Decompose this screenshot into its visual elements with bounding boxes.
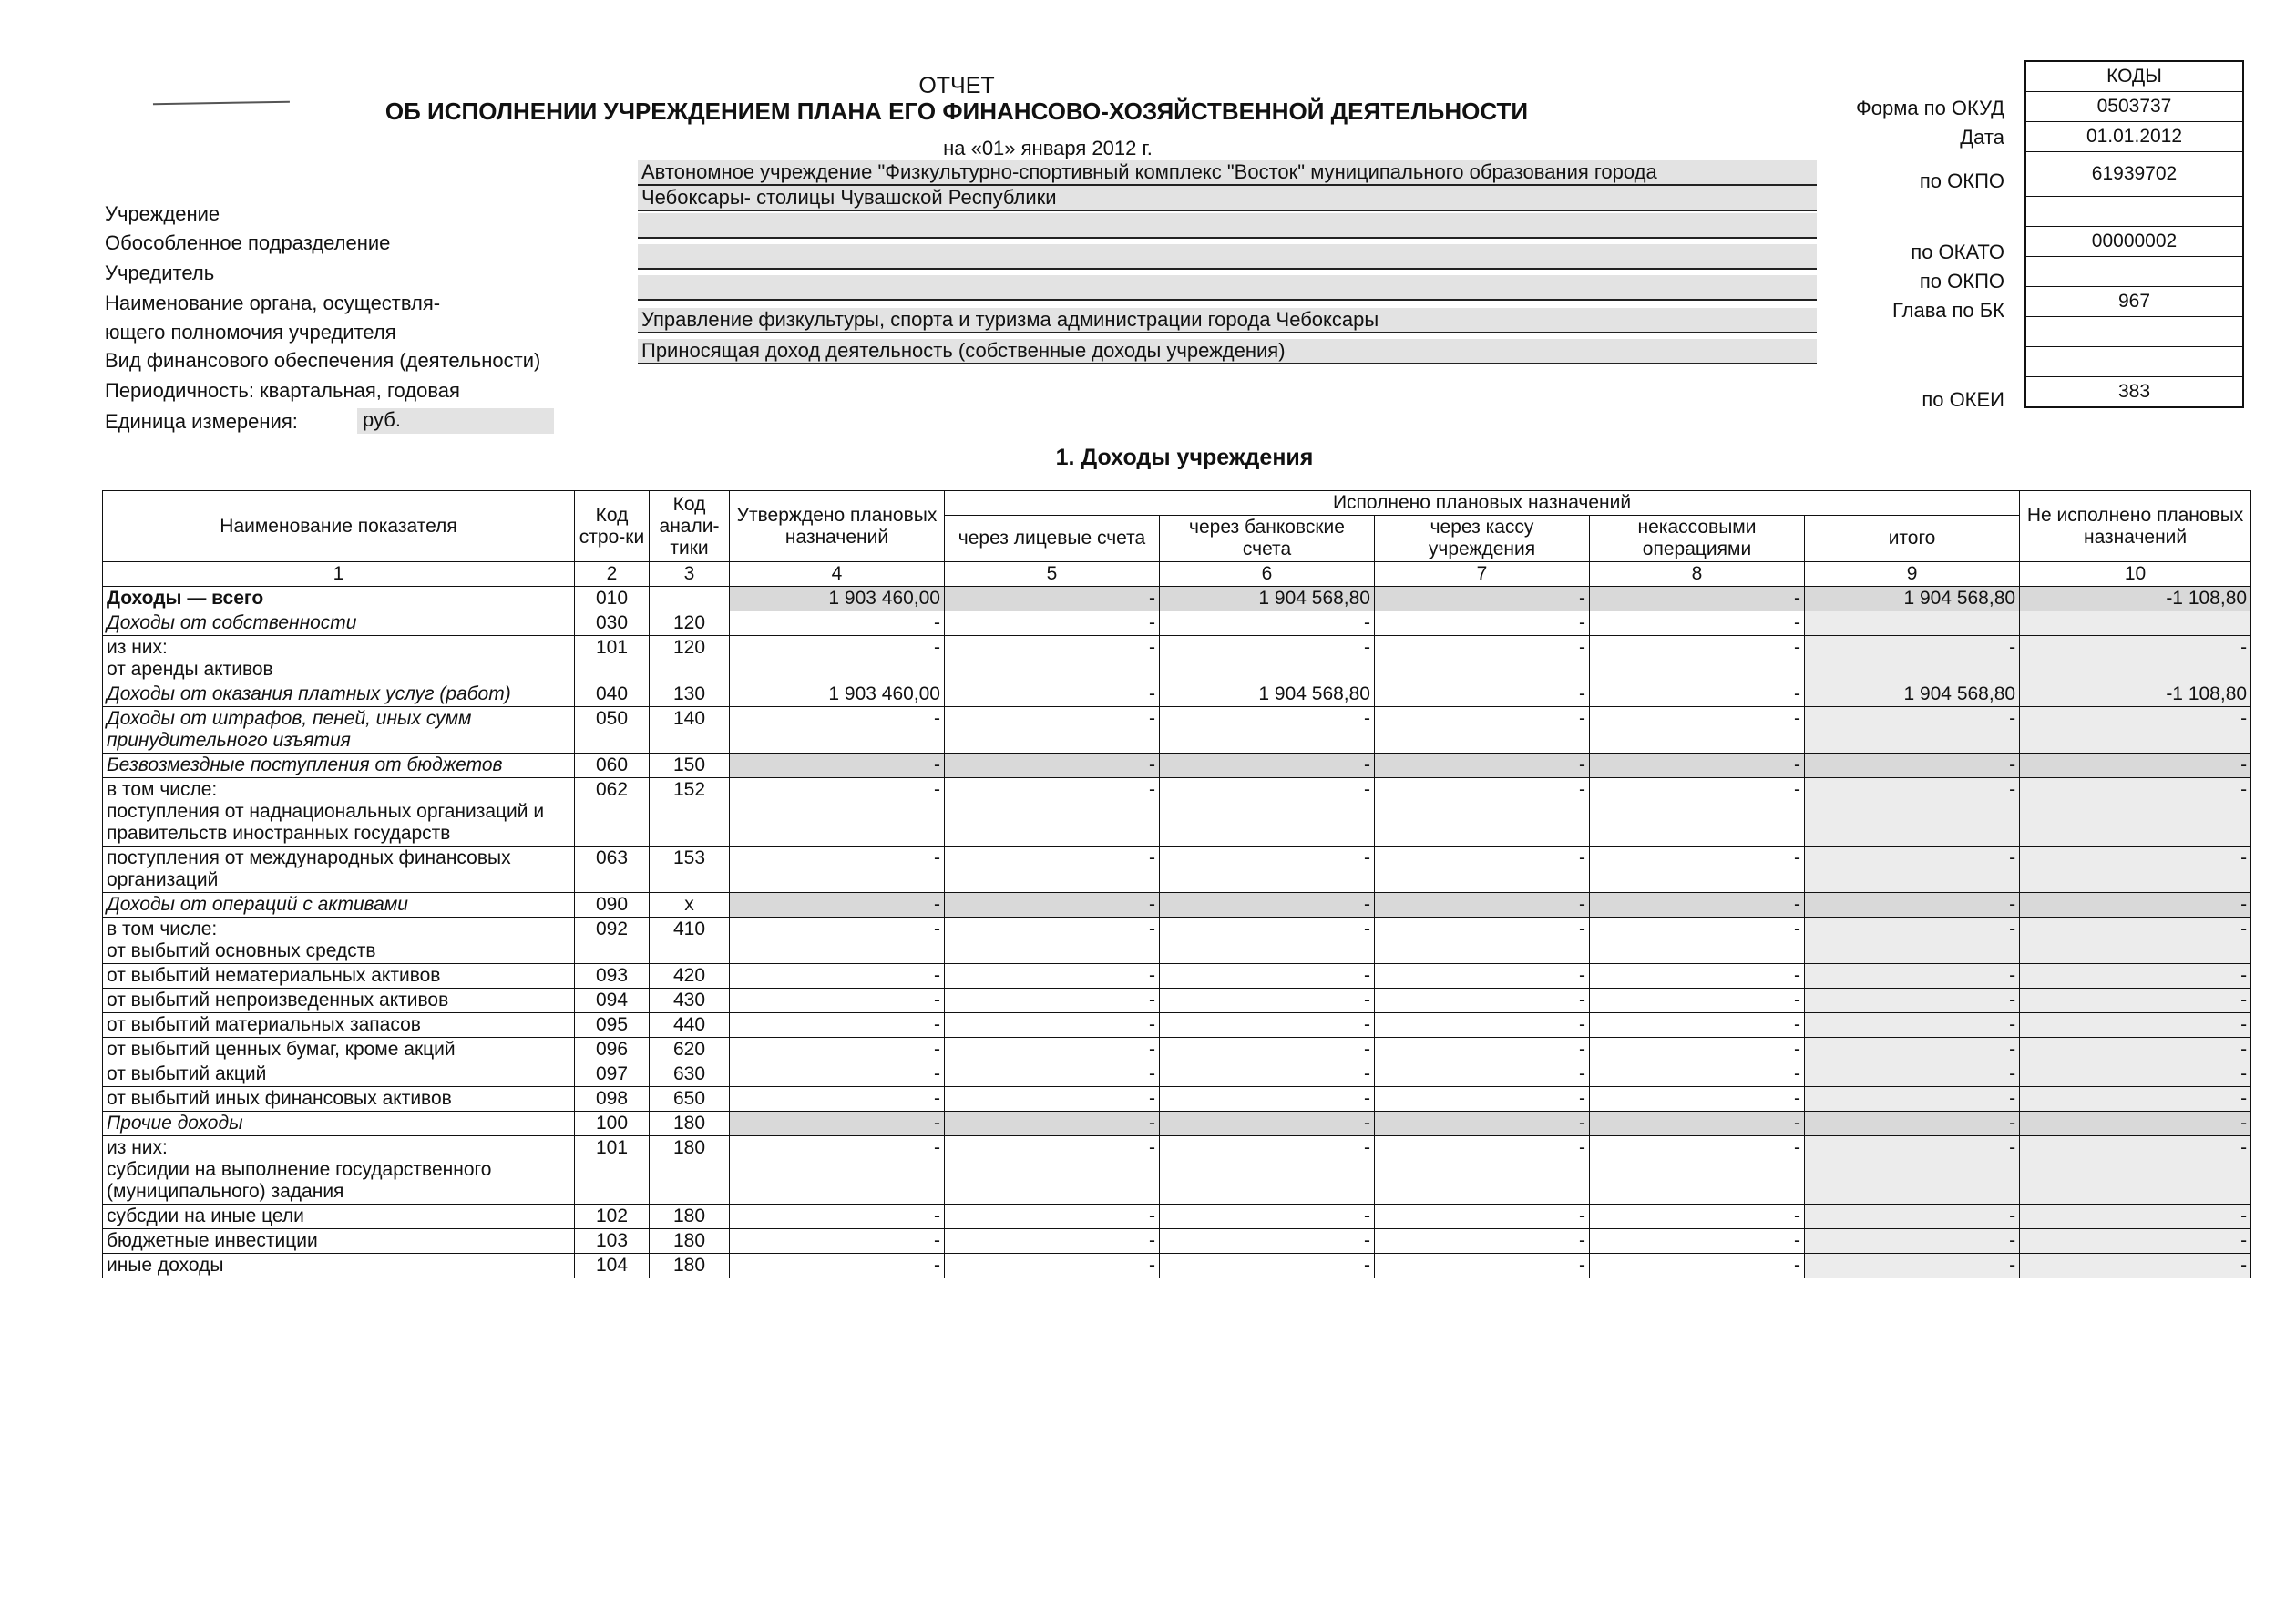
- cell-col-6: -: [1160, 707, 1375, 754]
- table-row: [103, 1136, 2251, 1205]
- cell-col-4: -: [730, 778, 945, 847]
- row-code: 100: [575, 1112, 650, 1136]
- code-blank-3: [2026, 347, 2242, 377]
- row-name: от выбытий ценных бумаг, кроме акций: [103, 1038, 575, 1062]
- column-number: 4: [730, 562, 945, 587]
- table-row: [103, 1254, 2251, 1278]
- row-name: поступления от международных финансовых организаций: [103, 847, 575, 893]
- cell-col-7: -: [1375, 754, 1590, 778]
- column-number: 1: [103, 562, 575, 587]
- cell-col-6: -: [1160, 989, 1375, 1013]
- row-code: 040: [575, 682, 650, 707]
- cell-col-8: -: [1590, 611, 1805, 636]
- column-number: 6: [1160, 562, 1375, 587]
- income-table: [102, 490, 2251, 1278]
- row-analytics: 180: [650, 1136, 730, 1205]
- table-row: [103, 587, 2251, 611]
- cell-col-4: -: [730, 636, 945, 682]
- cell-col-6: -: [1160, 636, 1375, 682]
- cell-col-7: -: [1375, 1229, 1590, 1254]
- cell-col-7: -: [1375, 1013, 1590, 1038]
- cell-col-9: -: [1805, 1229, 2020, 1254]
- row-analytics: 180: [650, 1205, 730, 1229]
- cell-col-6: -: [1160, 964, 1375, 989]
- cell-col-7: -: [1375, 636, 1590, 682]
- cell-col-6: -: [1160, 1136, 1375, 1205]
- table-row: [103, 1038, 2251, 1062]
- cell-col-9: 1 904 568,80: [1805, 587, 2020, 611]
- cell-col-5: -: [945, 682, 1160, 707]
- code-label-okato: по ОКАТО: [1911, 241, 2004, 263]
- cell-col-7: -: [1375, 1205, 1590, 1229]
- cell-col-7: -: [1375, 707, 1590, 754]
- row-analytics: 120: [650, 611, 730, 636]
- code-okud: 0503737: [2026, 92, 2242, 122]
- column-number-row: [103, 562, 2251, 587]
- cell-col-6: -: [1160, 1038, 1375, 1062]
- row-code: 030: [575, 611, 650, 636]
- table-row: [103, 611, 2251, 636]
- cell-col-10: -1 108,80: [2020, 587, 2251, 611]
- row-analytics: 180: [650, 1112, 730, 1136]
- column-number: 9: [1805, 562, 2020, 587]
- row-code: 101: [575, 636, 650, 682]
- cell-col-8: -: [1590, 918, 1805, 964]
- row-analytics: 630: [650, 1062, 730, 1087]
- label-subdivision: Обособленное подразделение: [105, 231, 391, 254]
- report-title: ОТЧЕТ: [918, 73, 995, 98]
- row-name: от выбытий нематериальных активов: [103, 964, 575, 989]
- cell-col-4: 1 903 460,00: [730, 587, 945, 611]
- cell-col-7: -: [1375, 587, 1590, 611]
- cell-col-10: -: [2020, 754, 2251, 778]
- cell-col-10: -: [2020, 1254, 2251, 1278]
- label-authority-1: Наименование органа, осуществля-: [105, 292, 441, 314]
- label-periodicity: Периодичность: квартальная, годовая: [105, 379, 460, 402]
- cell-col-9: -: [1805, 1038, 2020, 1062]
- cell-col-9: -: [1805, 754, 2020, 778]
- cell-col-9: -: [1805, 918, 2020, 964]
- code-bk: 967: [2026, 287, 2242, 317]
- table-row: [103, 636, 2251, 682]
- cell-col-6: -: [1160, 1205, 1375, 1229]
- cell-col-10: -: [2020, 989, 2251, 1013]
- code-blank-2: [2026, 317, 2242, 347]
- row-name: Прочие доходы: [103, 1112, 575, 1136]
- cell-col-10: -: [2020, 893, 2251, 918]
- table-row: [103, 707, 2251, 754]
- row-name: Доходы от собственности: [103, 611, 575, 636]
- field-institution-2: Чебоксары- столицы Чувашской Республики: [638, 186, 1817, 211]
- label-financing: Вид финансового обеспечения (деятельности): [105, 349, 541, 372]
- row-name: от выбытий материальных запасов: [103, 1013, 575, 1038]
- row-name: Доходы от оказания платных услуг (работ): [103, 682, 575, 707]
- cell-col-6: -: [1160, 1254, 1375, 1278]
- cell-col-5: -: [945, 1254, 1160, 1278]
- row-name: от выбытий иных финансовых активов: [103, 1087, 575, 1112]
- cell-col-5: -: [945, 1229, 1160, 1254]
- row-analytics: [650, 587, 730, 611]
- cell-col-5: -: [945, 754, 1160, 778]
- cell-col-4: -: [730, 1062, 945, 1087]
- row-analytics: 410: [650, 918, 730, 964]
- row-analytics: 620: [650, 1038, 730, 1062]
- row-name: Доходы от штрафов, пеней, иных сумм принудительного изъятия: [103, 707, 575, 754]
- cell-col-6: -: [1160, 893, 1375, 918]
- cell-col-10: -: [2020, 1205, 2251, 1229]
- row-code: 104: [575, 1254, 650, 1278]
- code-label-okpo-2: по ОКПО: [1919, 270, 2004, 292]
- cell-col-8: -: [1590, 1136, 1805, 1205]
- cell-col-4: -: [730, 1013, 945, 1038]
- row-name: Доходы — всего: [103, 587, 575, 611]
- table-row: [103, 893, 2251, 918]
- th-total: итого: [1805, 516, 2020, 562]
- th-approved: Утверждено плановых назначений: [730, 491, 945, 562]
- th-executed: Исполнено плановых назначений: [945, 491, 2020, 516]
- column-number: 7: [1375, 562, 1590, 587]
- row-name: Безвозмездные поступления от бюджетов: [103, 754, 575, 778]
- cell-col-5: -: [945, 1205, 1160, 1229]
- row-analytics: 130: [650, 682, 730, 707]
- field-authority: Управление физкультуры, спорта и туризма администрации города Чебоксары: [638, 308, 1817, 333]
- cell-col-9: -: [1805, 778, 2020, 847]
- cell-col-7: -: [1375, 1136, 1590, 1205]
- cell-col-10: -: [2020, 778, 2251, 847]
- cell-col-10: -: [2020, 847, 2251, 893]
- table-row: [103, 754, 2251, 778]
- cell-col-7: -: [1375, 989, 1590, 1013]
- cell-col-9: 1 904 568,80: [1805, 682, 2020, 707]
- cell-col-9: -: [1805, 989, 2020, 1013]
- cell-col-8: -: [1590, 1229, 1805, 1254]
- row-code: 094: [575, 989, 650, 1013]
- cell-col-8: -: [1590, 964, 1805, 989]
- cell-col-8: -: [1590, 1205, 1805, 1229]
- cell-col-10: -: [2020, 707, 2251, 754]
- code-label-date: Дата: [1960, 126, 2004, 149]
- cell-col-8: -: [1590, 1038, 1805, 1062]
- cell-col-5: -: [945, 1062, 1160, 1087]
- cell-col-4: -: [730, 1136, 945, 1205]
- label-authority-2: ющего полномочия учредителя: [105, 321, 396, 344]
- code-label-okud: Форма по ОКУД: [1856, 97, 2004, 119]
- column-number: 10: [2020, 562, 2251, 587]
- cell-col-8: -: [1590, 1112, 1805, 1136]
- cell-col-10: [2020, 611, 2251, 636]
- unit-value: руб.: [357, 408, 554, 434]
- row-code: 063: [575, 847, 650, 893]
- cell-col-4: -: [730, 1038, 945, 1062]
- field-institution-1: Автономное учреждение "Физкультурно-спортивный комплекс "Восток" муниципального образования города: [638, 160, 1817, 186]
- cell-col-6: -: [1160, 847, 1375, 893]
- row-name: из них: субсидии на выполнение государственного (муниципального) задания: [103, 1136, 575, 1205]
- row-analytics: 120: [650, 636, 730, 682]
- table-row: [103, 778, 2251, 847]
- cell-col-6: -: [1160, 1229, 1375, 1254]
- cell-col-8: -: [1590, 1013, 1805, 1038]
- cell-col-9: -: [1805, 1254, 2020, 1278]
- cell-col-4: -: [730, 893, 945, 918]
- cell-col-6: 1 904 568,80: [1160, 682, 1375, 707]
- cell-col-5: -: [945, 1112, 1160, 1136]
- field-financing: Приносящая доход деятельность (собственные доходы учреждения): [638, 339, 1817, 364]
- th-via-personal: через лицевые счета: [945, 516, 1160, 562]
- code-okpo: 61939702: [2026, 152, 2242, 197]
- code-date: 01.01.2012: [2026, 122, 2242, 152]
- field-subdivision: [638, 213, 1817, 239]
- code-label-bk: Глава по БК: [1891, 299, 2004, 322]
- row-code: 060: [575, 754, 650, 778]
- cell-col-5: -: [945, 778, 1160, 847]
- cell-col-6: -: [1160, 1013, 1375, 1038]
- cell-col-7: -: [1375, 918, 1590, 964]
- row-code: 097: [575, 1062, 650, 1087]
- cell-col-5: -: [945, 893, 1160, 918]
- th-noncash: некассовыми операциями: [1590, 516, 1805, 562]
- cell-col-6: 1 904 568,80: [1160, 587, 1375, 611]
- cell-col-9: -: [1805, 1013, 2020, 1038]
- cell-col-8: -: [1590, 1087, 1805, 1112]
- codes-box: [2024, 60, 2244, 408]
- row-code: 062: [575, 778, 650, 847]
- row-code: 102: [575, 1205, 650, 1229]
- code-label-okpo: по ОКПО: [1919, 169, 2004, 192]
- th-name: Наименование показателя: [103, 491, 575, 562]
- row-analytics: x: [650, 893, 730, 918]
- cell-col-6: -: [1160, 918, 1375, 964]
- cell-col-4: -: [730, 707, 945, 754]
- th-code-row: Код стро-ки: [575, 491, 650, 562]
- cell-col-7: -: [1375, 893, 1590, 918]
- cell-col-9: -: [1805, 893, 2020, 918]
- cell-col-9: -: [1805, 1205, 2020, 1229]
- cell-col-7: -: [1375, 778, 1590, 847]
- row-name: из них: от аренды активов: [103, 636, 575, 682]
- cell-col-5: -: [945, 636, 1160, 682]
- cell-col-5: -: [945, 587, 1160, 611]
- report-date: на «01» января 2012 г.: [943, 137, 1153, 159]
- cell-col-9: -: [1805, 847, 2020, 893]
- cell-col-5: -: [945, 989, 1160, 1013]
- cell-col-8: -: [1590, 989, 1805, 1013]
- row-analytics: 153: [650, 847, 730, 893]
- cell-col-7: -: [1375, 682, 1590, 707]
- cell-col-10: -: [2020, 1136, 2251, 1205]
- row-name: субсдии на иные цели: [103, 1205, 575, 1229]
- cell-col-6: -: [1160, 1112, 1375, 1136]
- cell-col-8: -: [1590, 1254, 1805, 1278]
- cell-col-9: -: [1805, 1136, 2020, 1205]
- cell-col-9: -: [1805, 1112, 2020, 1136]
- cell-col-9: [1805, 611, 2020, 636]
- cell-col-5: -: [945, 611, 1160, 636]
- cell-col-4: -: [730, 1205, 945, 1229]
- row-code: 096: [575, 1038, 650, 1062]
- cell-col-7: -: [1375, 611, 1590, 636]
- cell-col-10: -: [2020, 1087, 2251, 1112]
- code-okei: 383: [2117, 381, 2151, 402]
- column-number: 3: [650, 562, 730, 587]
- cell-col-9: -: [1805, 636, 2020, 682]
- cell-col-5: -: [945, 847, 1160, 893]
- cell-col-4: -: [730, 1112, 945, 1136]
- cell-col-10: -: [2020, 1062, 2251, 1087]
- report-subtitle: ОБ ИСПОЛНЕНИИ УЧРЕЖДЕНИЕМ ПЛАНА ЕГО ФИНАНСОВО-ХОЗЯЙСТВЕННОЙ ДЕЯТЕЛЬНОСТИ: [384, 97, 1529, 125]
- row-code: 101: [575, 1136, 650, 1205]
- row-name: в том числе: поступления от наднациональных организаций и правительств иностранных государств: [103, 778, 575, 847]
- row-code: 090: [575, 893, 650, 918]
- cell-col-4: -: [730, 1254, 945, 1278]
- cell-col-10: -: [2020, 1229, 2251, 1254]
- cell-col-5: -: [945, 918, 1160, 964]
- row-analytics: 440: [650, 1013, 730, 1038]
- cell-col-5: -: [945, 1136, 1160, 1205]
- row-name: от выбытий акций: [103, 1062, 575, 1087]
- table-row: [103, 1205, 2251, 1229]
- row-code: 010: [575, 587, 650, 611]
- cell-col-8: -: [1590, 1062, 1805, 1087]
- row-name: от выбытий непроизведенных активов: [103, 989, 575, 1013]
- cell-col-5: -: [945, 1087, 1160, 1112]
- cell-col-4: -: [730, 847, 945, 893]
- cell-col-10: -: [2020, 636, 2251, 682]
- table-row: [103, 1013, 2251, 1038]
- cell-col-10: -: [2020, 918, 2251, 964]
- section-title: 1. Доходы учреждения: [1055, 445, 1314, 470]
- row-analytics: 420: [650, 964, 730, 989]
- th-code-anal: Код анали-тики: [650, 491, 730, 562]
- cell-col-8: -: [1590, 893, 1805, 918]
- cell-col-10: -1 108,80: [2020, 682, 2251, 707]
- th-via-bank: через банковские счета: [1160, 516, 1375, 562]
- row-name: Доходы от операций с активами: [103, 893, 575, 918]
- column-number: 5: [945, 562, 1160, 587]
- cell-col-8: -: [1590, 847, 1805, 893]
- code-blank-1: [2026, 197, 2242, 227]
- row-analytics: 150: [650, 754, 730, 778]
- cell-col-9: -: [1805, 964, 2020, 989]
- table-row: [103, 989, 2251, 1013]
- code-label-okei: по ОКЕИ: [1922, 388, 2004, 411]
- cell-col-8: -: [1590, 587, 1805, 611]
- field-blank: [638, 275, 1817, 301]
- cell-col-9: -: [1805, 1087, 2020, 1112]
- cell-col-7: -: [1375, 964, 1590, 989]
- cell-col-4: -: [730, 611, 945, 636]
- cell-col-5: -: [945, 1013, 1160, 1038]
- cell-col-10: -: [2020, 964, 2251, 989]
- cell-col-7: -: [1375, 1112, 1590, 1136]
- row-code: 092: [575, 918, 650, 964]
- row-name: иные доходы: [103, 1254, 575, 1278]
- cell-col-6: -: [1160, 1062, 1375, 1087]
- column-number: 8: [1590, 562, 1805, 587]
- cell-col-9: -: [1805, 707, 2020, 754]
- cell-col-7: -: [1375, 1087, 1590, 1112]
- row-analytics: 180: [650, 1254, 730, 1278]
- cell-col-8: -: [1590, 778, 1805, 847]
- cell-col-8: -: [1590, 754, 1805, 778]
- label-institution: Учреждение: [105, 202, 220, 225]
- cell-col-4: 1 903 460,00: [730, 682, 945, 707]
- cell-col-7: -: [1375, 1038, 1590, 1062]
- cell-col-4: -: [730, 989, 945, 1013]
- th-via-cash: через кассу учреждения: [1375, 516, 1590, 562]
- table-row: [103, 1087, 2251, 1112]
- table-row: [103, 1062, 2251, 1087]
- cell-col-5: -: [945, 707, 1160, 754]
- row-code: 050: [575, 707, 650, 754]
- row-code: 095: [575, 1013, 650, 1038]
- table-row: [103, 1229, 2251, 1254]
- cell-col-5: -: [945, 1038, 1160, 1062]
- cell-col-6: -: [1160, 611, 1375, 636]
- cell-col-7: -: [1375, 1254, 1590, 1278]
- row-code: 098: [575, 1087, 650, 1112]
- cell-col-4: -: [730, 918, 945, 964]
- table-row: [103, 682, 2251, 707]
- scribble-mark: [153, 101, 290, 111]
- cell-col-6: -: [1160, 778, 1375, 847]
- cell-col-4: -: [730, 1229, 945, 1254]
- cell-col-7: -: [1375, 1062, 1590, 1087]
- codes-header: КОДЫ: [2026, 62, 2242, 92]
- cell-col-5: -: [945, 964, 1160, 989]
- cell-col-10: -: [2020, 1112, 2251, 1136]
- field-founder: [638, 244, 1817, 270]
- row-name: бюджетные инвестиции: [103, 1229, 575, 1254]
- table-row: [103, 847, 2251, 893]
- cell-col-9: -: [1805, 1062, 2020, 1087]
- cell-col-7: -: [1375, 847, 1590, 893]
- table-row: [103, 964, 2251, 989]
- row-name: в том числе: от выбытий основных средств: [103, 918, 575, 964]
- column-number: 2: [575, 562, 650, 587]
- row-analytics: 650: [650, 1087, 730, 1112]
- table-row: [103, 918, 2251, 964]
- table-row: [103, 1112, 2251, 1136]
- row-code: 093: [575, 964, 650, 989]
- row-analytics: 180: [650, 1229, 730, 1254]
- cell-col-4: -: [730, 1087, 945, 1112]
- row-analytics: 140: [650, 707, 730, 754]
- code-okpo-2: [2026, 257, 2242, 287]
- th-not-executed: Не исполнено плановых назначений: [2020, 491, 2251, 562]
- cell-col-6: -: [1160, 1087, 1375, 1112]
- cell-col-8: -: [1590, 682, 1805, 707]
- cell-col-6: -: [1160, 754, 1375, 778]
- cell-col-8: -: [1590, 707, 1805, 754]
- cell-col-10: -: [2020, 1038, 2251, 1062]
- cell-col-10: -: [2020, 1013, 2251, 1038]
- cell-col-4: -: [730, 964, 945, 989]
- label-unit: Единица измерения:: [105, 410, 298, 433]
- row-code: 103: [575, 1229, 650, 1254]
- label-founder: Учредитель: [105, 262, 215, 284]
- cell-col-8: -: [1590, 636, 1805, 682]
- row-analytics: 152: [650, 778, 730, 847]
- code-okato: 00000002: [2026, 227, 2242, 257]
- row-analytics: 430: [650, 989, 730, 1013]
- cell-col-4: -: [730, 754, 945, 778]
